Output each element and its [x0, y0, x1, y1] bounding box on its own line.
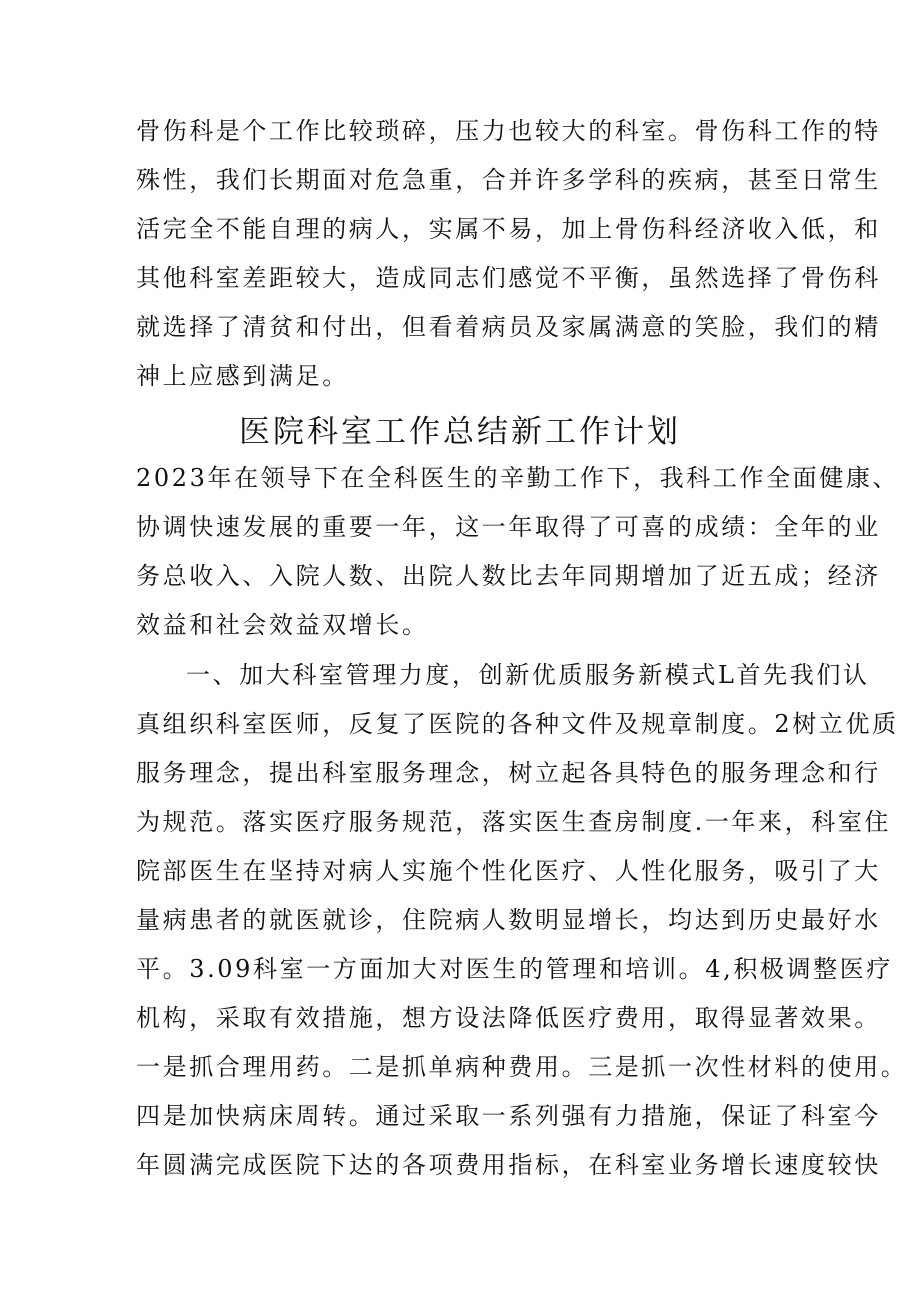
summary-line-2: 协调快速发展的重要一年，这一年取得了可喜的成绩：全年的业 — [136, 513, 881, 541]
point-one-line-10: 四是加快病床周转。通过采取一系列强有力措施，保证了科室今 — [136, 1102, 881, 1130]
intro-line-6: 神上应感到满足。 — [136, 362, 349, 390]
intro-line-4: 其他科室差距较大，造成同志们感觉不平衡，虽然选择了骨伤科 — [136, 264, 881, 292]
point-one-line-5: 院部医生在坚持对病人实施个性化医疗、人性化服务，吸引了大 — [136, 857, 881, 885]
point-one-line-3: 服务理念，提出科室服务理念，树立起各具特色的服务理念和行 — [136, 759, 881, 787]
point-one-line-11: 年圆满完成医院下达的各项费用指标，在科室业务增长速度较快 — [136, 1151, 881, 1179]
intro-line-2: 殊性，我们长期面对危急重，合并许多学科的疾病，甚至日常生 — [136, 166, 881, 194]
point-one-line-2: 真组织科室医师，反复了医院的各种文件及规章制度。2树立优质 — [136, 710, 899, 738]
intro-line-5: 就选择了清贫和付出，但看着病员及家属满意的笑脸，我们的精 — [136, 313, 881, 341]
summary-line-4: 效益和社会效益双增长。 — [136, 611, 429, 639]
point-one-line-6: 量病患者的就医就诊，住院病人数明显增长，均达到历史最好水 — [136, 906, 881, 934]
intro-line-1: 骨伤科是个工作比较琐碎，压力也较大的科室。骨伤科工作的特 — [136, 117, 881, 145]
summary-line-1: 2023年在领导下在全科医生的辛勤工作下，我科工作全面健康、 — [136, 464, 900, 492]
point-one-line-4: 为规范。落实医疗服务规范，落实医生查房制度.一年来，科室住 — [136, 808, 892, 836]
summary-line-3: 务总收入、入院人数、出院人数比去年同期增加了近五成；经济 — [136, 562, 881, 590]
point-one-line-8: 机构，采取有效措施，想方设法降低医疗费用，取得显著效果。 — [136, 1004, 881, 1032]
point-one-line-1: 一、加大科室管理力度，创新优质服务新模式L首先我们认 — [186, 661, 870, 689]
point-one-line-7: 平。3.09科室一方面加大对医生的管理和培训。4,积极调整医疗 — [136, 955, 893, 983]
intro-line-3: 活完全不能自理的病人，实属不易，加上骨伤科经济收入低，和 — [136, 215, 881, 243]
point-one-line-9: 一是抓合理用药。二是抓单病种费用。三是抓一次性材料的使用。 — [136, 1053, 908, 1081]
section-title: 医院科室工作总结新工作计划 — [239, 414, 681, 450]
